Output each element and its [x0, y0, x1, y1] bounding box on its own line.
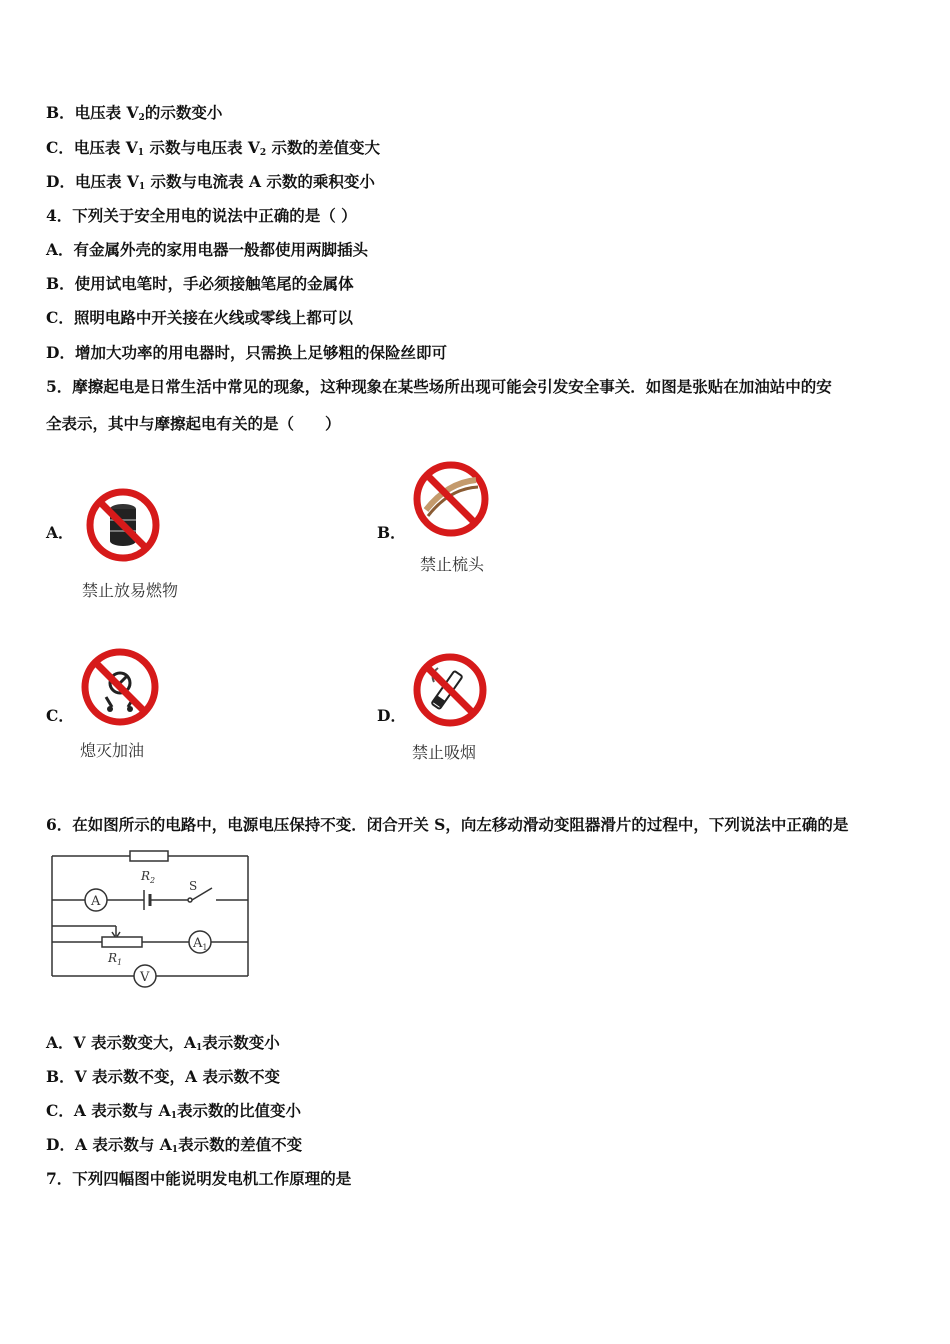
barrel-prohibited-icon: [85, 487, 161, 563]
q5-option-c-label: C．: [46, 706, 74, 725]
r1-label: $R_1$: [108, 951, 123, 967]
q5-option-b-label: B．: [377, 523, 406, 542]
q3-option-d: D．电压表 $V_1$ 示数与电流表 A 示数的乘积变小: [46, 172, 375, 192]
q5-stem-line2: 全表示，其中与摩擦起电有关的是（ ）: [46, 414, 341, 433]
switch-label: S: [189, 879, 198, 893]
q5-option-a-caption: 禁止放易燃物: [82, 581, 179, 600]
engine-off-icon: [80, 647, 160, 727]
q7-stem: 7．下列四幅图中能说明发电机工作原理的是: [46, 1169, 352, 1188]
q6-option-c: C．A 表示数与 $A_1$表示数的比值变小: [46, 1101, 301, 1121]
comb-prohibited-icon: [412, 460, 490, 538]
q4-stem: 4．下列关于安全用电的说法中正确的是（ ）: [46, 206, 357, 225]
q5-option-c-caption: 熄灭加油: [80, 741, 145, 760]
q5-stem-line1: 5．摩擦起电是日常生活中常见的现象，这种现象在某些场所出现可能会引发安全事关．如图是张贴在加油站中的安: [46, 377, 832, 396]
q4-option-c: C．照明电路中开关接在火线或零线上都可以: [46, 308, 353, 327]
r2-label: $R_2$: [141, 869, 156, 885]
q4-option-a: A．有金属外壳的家用电器一般都使用两脚插头: [46, 240, 369, 259]
q5-option-a-label: A．: [46, 523, 74, 542]
q5-option-d-caption: 禁止吸烟: [412, 743, 477, 762]
q3-option-c: C．电压表 $V_1$ 示数与电压表 $V_2$ 示数的差值变大: [46, 138, 381, 158]
circuit-diagram: [46, 848, 256, 998]
voltmeter-label: V: [140, 970, 150, 985]
no-smoking-icon: [412, 652, 488, 728]
q4-option-d: D．增加大功率的用电器时，只需换上足够粗的保险丝即可: [46, 343, 447, 362]
q6-option-d: D．A 表示数与 $A_1$表示数的差值不变: [46, 1135, 303, 1155]
ammeter-label: A: [91, 894, 101, 909]
q3-option-b: B．电压表 $V_2$的示数变小: [46, 103, 223, 123]
q5-option-d-label: D．: [377, 706, 406, 725]
q6-option-b: B．V 表示数不变，A 表示数不变: [46, 1067, 280, 1086]
ammeter1-label: $A_1$: [193, 936, 208, 952]
q6-option-a: A．V 表示数变大，$A_1$表示数变小: [46, 1033, 280, 1053]
q5-option-b-caption: 禁止梳头: [420, 555, 485, 574]
q6-stem: 6．在如图所示的电路中，电源电压保持不变．闭合开关 S，向左移动滑动变阻器滑片的过程中，下列说法中正确的是: [46, 815, 849, 834]
q4-option-b: B．使用试电笔时，手必须接触笔尾的金属体: [46, 274, 354, 293]
